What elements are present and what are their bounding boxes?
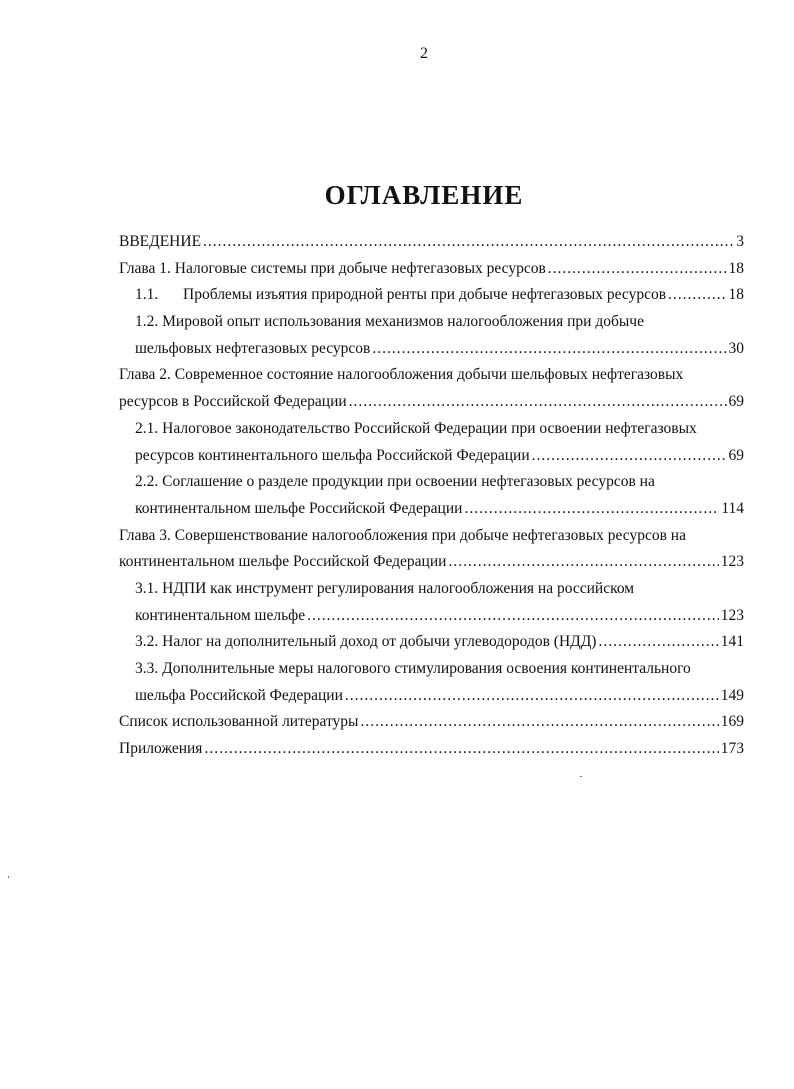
dot-leader [360, 709, 718, 736]
dot-leader [598, 629, 718, 656]
toc-entry-text: 1.2. Мировой опыт использования механизмов налогообложения при добыче [135, 313, 644, 331]
toc-entry-text: ресурсов в Российской Федерации [119, 393, 347, 411]
toc-entry-text: ресурсов континентального шельфа Российской Федерации [135, 446, 530, 464]
toc-entry-section-1-2-line-2[interactable] [119, 336, 744, 363]
toc-entry-section-3-3-line-1[interactable] [119, 656, 744, 683]
toc-entry-text: континентальном шельфе Российской Федерации [119, 553, 447, 571]
toc-entry-text: Список использованной литературы [119, 713, 359, 731]
toc-entry-section-3-2[interactable] [119, 629, 744, 656]
toc-entry-text: Глава 1. Налоговые системы при добыче нефтегазовых ресурсов [119, 259, 546, 277]
toc-entry-text: 2.1. Налоговое законодательство Российской Федерации при освоении нефтегазовых [135, 419, 697, 437]
dot-leader [204, 736, 718, 763]
toc-page-number: 18 [728, 259, 744, 277]
toc-page-number: 141 [720, 633, 744, 651]
toc-entry-section-3-3-line-2[interactable] [119, 683, 744, 710]
toc-entry-text: Приложения [119, 740, 203, 758]
toc-entry-chapter-2-line-2[interactable] [119, 389, 744, 416]
toc-entry-text: Проблемы изъятия природной ренты при добыче нефтегазовых ресурсов [183, 286, 667, 304]
toc-page-number: 169 [720, 713, 744, 731]
table-of-contents [119, 229, 744, 763]
toc-entry-text: Глава 2. Современное состояние налогообложения добычи шельфовых нефтегазовых [119, 366, 684, 384]
toc-entry-text: шельфовых нефтегазовых ресурсов [135, 339, 371, 357]
toc-entry-text: 2.2. Соглашение о разделе продукции при освоении нефтегазовых ресурсов на [135, 473, 655, 491]
toc-page-number: 30 [728, 339, 744, 357]
toc-entry-section-2-1-line-2[interactable] [119, 443, 744, 470]
dot-leader [307, 603, 719, 630]
page-number: 2 [420, 45, 428, 62]
dot-leader [464, 496, 719, 523]
toc-entry-text: 3.2. Налог на дополнительный доход от добычи углеводородов (НДД) [135, 633, 597, 651]
dot-leader [349, 389, 727, 416]
toc-entry-text: континентальном шельфе Российской Федерации [135, 499, 463, 517]
toc-page-number: 18 [728, 286, 744, 304]
toc-entry-text: Глава 3. Совершенствование налогообложения при добыче нефтегазовых ресурсов на [119, 526, 686, 544]
toc-entry-section-3-1-line-1[interactable] [119, 576, 744, 603]
toc-entry-section-2-1-line-1[interactable] [119, 416, 744, 443]
dot-leader [203, 229, 734, 256]
toc-entry-text: ВВЕДЕНИЕ [119, 233, 202, 250]
toc-entry-chapter-3-line-1[interactable] [119, 523, 744, 550]
toc-section-number: 1.1. [135, 286, 159, 304]
dot-leader [345, 683, 719, 710]
toc-entry-text: 3.3. Дополнительные меры налогового стимулирования освоения континентального [135, 660, 691, 677]
scan-speck [8, 876, 9, 878]
toc-entry-chapter-1[interactable] [119, 256, 744, 283]
toc-entry-section-2-2-line-1[interactable] [119, 469, 744, 496]
toc-entry-section-2-2-line-2[interactable] [119, 496, 744, 523]
toc-page-number: 123 [720, 553, 744, 571]
toc-page-number: 123 [720, 606, 744, 624]
toc-entry-text: 3.1. НДПИ как инструмент регулирования налогообложения на российском [135, 579, 635, 597]
toc-page-number: 114 [721, 499, 744, 517]
toc-page-number: 69 [728, 446, 744, 464]
dot-leader [548, 256, 727, 283]
toc-entry-chapter-3-line-2[interactable] [119, 549, 744, 576]
dot-leader [448, 549, 718, 576]
toc-page-number: 173 [720, 740, 744, 758]
toc-entry-intro[interactable] [119, 229, 744, 256]
toc-entry-appendices[interactable] [119, 736, 744, 763]
toc-page-number: 3 [736, 233, 744, 250]
toc-entry-section-1-2-line-1[interactable] [119, 309, 744, 336]
toc-entry-text: шельфа Российской Федерации [135, 686, 343, 704]
dot-leader [532, 443, 727, 470]
toc-entry-text: континентальном шельфе [135, 606, 306, 624]
toc-entry-references[interactable] [119, 709, 744, 736]
toc-title: ОГЛАВЛЕНИЕ [324, 180, 524, 210]
scan-speck [580, 776, 582, 777]
dot-leader [668, 282, 726, 309]
toc-entry-section-3-1-line-2[interactable] [119, 603, 744, 630]
toc-entry-chapter-2-line-1[interactable] [119, 362, 744, 389]
toc-page-number: 69 [728, 393, 744, 411]
toc-entry-section-1-1[interactable] [119, 282, 744, 309]
toc-page-number: 149 [720, 686, 744, 704]
dot-leader [372, 336, 726, 363]
